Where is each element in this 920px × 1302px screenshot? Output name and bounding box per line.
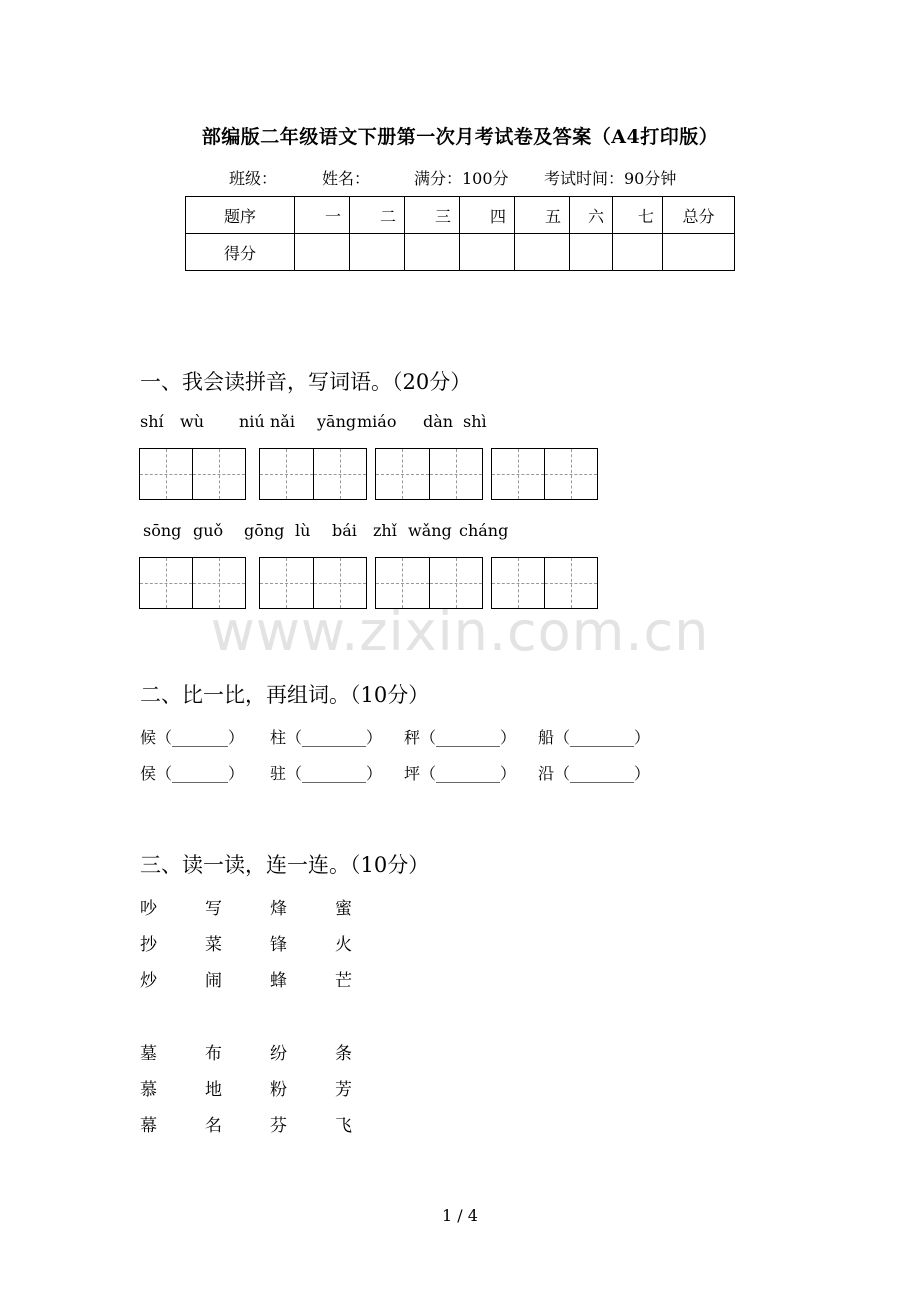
score-cell[interactable] (295, 234, 350, 271)
match-char[interactable]: 写 (205, 899, 222, 919)
writing-grid[interactable] (375, 448, 483, 500)
score-cell[interactable] (350, 234, 405, 271)
match-char[interactable]: 墓 (140, 1044, 157, 1064)
compare-item[interactable]: 秤（________） (404, 728, 517, 747)
header-cell: 三 (405, 197, 460, 234)
section3-title: 三、读一读，连一连。（10分） (140, 853, 430, 877)
pinyin: shì (463, 412, 487, 431)
score-cell[interactable] (663, 234, 735, 271)
match-char[interactable]: 布 (205, 1044, 222, 1064)
compare-row-2 (0, 761, 920, 783)
compare-item[interactable]: 侯（_______） (140, 764, 245, 783)
compare-item[interactable]: 候（_______） (140, 728, 245, 747)
pinyin: shí (140, 412, 164, 431)
writing-grid[interactable] (491, 557, 598, 609)
pinyin: lù (295, 521, 311, 540)
pinyin: cháng (459, 521, 509, 540)
row-label: 得分 (186, 234, 295, 271)
score-table-header (186, 197, 735, 234)
pinyin: guǒ (193, 521, 224, 540)
match-group-2 (0, 1039, 920, 1149)
exam-time: 考试时间：90分钟 (544, 169, 677, 188)
pinyin: nǎi (270, 412, 295, 431)
pinyin: wǎng (408, 521, 452, 540)
pinyin: bái (332, 521, 357, 540)
score-cell[interactable] (570, 234, 613, 271)
compare-item[interactable]: 柱（________） (270, 728, 383, 747)
writing-grid[interactable] (259, 557, 367, 609)
page-title: 部编版二年级语文下册第一次月考试卷及答案（A4打印版） (201, 126, 719, 148)
section1-title: 一、我会读拼音，写词语。（20分） (140, 370, 472, 394)
watermark: www.zixin.com.cn (210, 600, 710, 663)
match-char[interactable]: 吵 (140, 899, 157, 919)
match-char[interactable]: 飞 (335, 1116, 352, 1136)
header-cell: 一 (295, 197, 350, 234)
pinyin: sōng (143, 521, 182, 540)
section2-title: 二、比一比，再组词。（10分） (140, 683, 430, 707)
match-char[interactable]: 慕 (140, 1080, 157, 1100)
header-cell: 七 (613, 197, 663, 234)
writing-grid[interactable] (139, 448, 246, 500)
pinyin-row-1 (0, 412, 920, 434)
score-cell[interactable] (613, 234, 663, 271)
pinyin: gōng (244, 521, 285, 540)
match-char[interactable]: 蜜 (335, 899, 352, 919)
match-char[interactable]: 蜂 (270, 971, 287, 991)
match-char[interactable]: 粉 (270, 1080, 287, 1100)
header-cell: 五 (515, 197, 570, 234)
match-char[interactable]: 火 (335, 935, 352, 955)
pinyin: dàn (423, 412, 454, 431)
match-char[interactable]: 条 (335, 1044, 352, 1064)
compare-item[interactable]: 船（________） (538, 728, 651, 747)
writing-grid[interactable] (259, 448, 367, 500)
header-cell: 总分 (663, 197, 735, 234)
match-char[interactable]: 幕 (140, 1116, 157, 1136)
class-label: 班级： (229, 169, 278, 188)
compare-item[interactable]: 沿（________） (538, 764, 651, 783)
match-char[interactable]: 纷 (270, 1044, 287, 1064)
pinyin: wù (180, 412, 204, 431)
match-char[interactable]: 芳 (335, 1080, 352, 1100)
compare-item[interactable]: 坪（________） (404, 764, 517, 783)
page-number: 1 / 4 (442, 1206, 478, 1225)
score-cell[interactable] (405, 234, 460, 271)
compare-item[interactable]: 驻（________） (270, 764, 383, 783)
header-cell: 二 (350, 197, 405, 234)
writing-grid[interactable] (375, 557, 483, 609)
match-group-1 (0, 894, 920, 1004)
match-char[interactable]: 名 (205, 1116, 222, 1136)
match-char[interactable]: 闹 (205, 971, 222, 991)
match-char[interactable]: 地 (205, 1080, 222, 1100)
match-char[interactable]: 芬 (270, 1116, 287, 1136)
match-char[interactable]: 抄 (140, 935, 157, 955)
writing-grid[interactable] (491, 448, 598, 500)
match-char[interactable]: 菜 (205, 935, 222, 955)
header-cell: 六 (570, 197, 613, 234)
pinyin: yāng (317, 412, 357, 431)
full-score: 满分：100分 (414, 169, 509, 188)
match-char[interactable]: 烽 (270, 899, 287, 919)
pinyin: zhǐ (373, 521, 397, 540)
pinyin: miáo (357, 412, 397, 431)
match-char[interactable]: 芒 (335, 971, 352, 991)
compare-row-1 (0, 725, 920, 747)
score-cell[interactable] (460, 234, 515, 271)
writing-grid[interactable] (139, 557, 246, 609)
pinyin-row-2 (0, 521, 920, 543)
score-table (185, 196, 735, 271)
match-char[interactable]: 炒 (140, 971, 157, 991)
match-char[interactable]: 锋 (270, 935, 287, 955)
name-label: 姓名： (322, 169, 371, 188)
header-cell: 题序 (186, 197, 295, 234)
score-cell[interactable] (515, 234, 570, 271)
header-cell: 四 (460, 197, 515, 234)
pinyin: niú (239, 412, 265, 431)
score-table-row (186, 234, 735, 271)
